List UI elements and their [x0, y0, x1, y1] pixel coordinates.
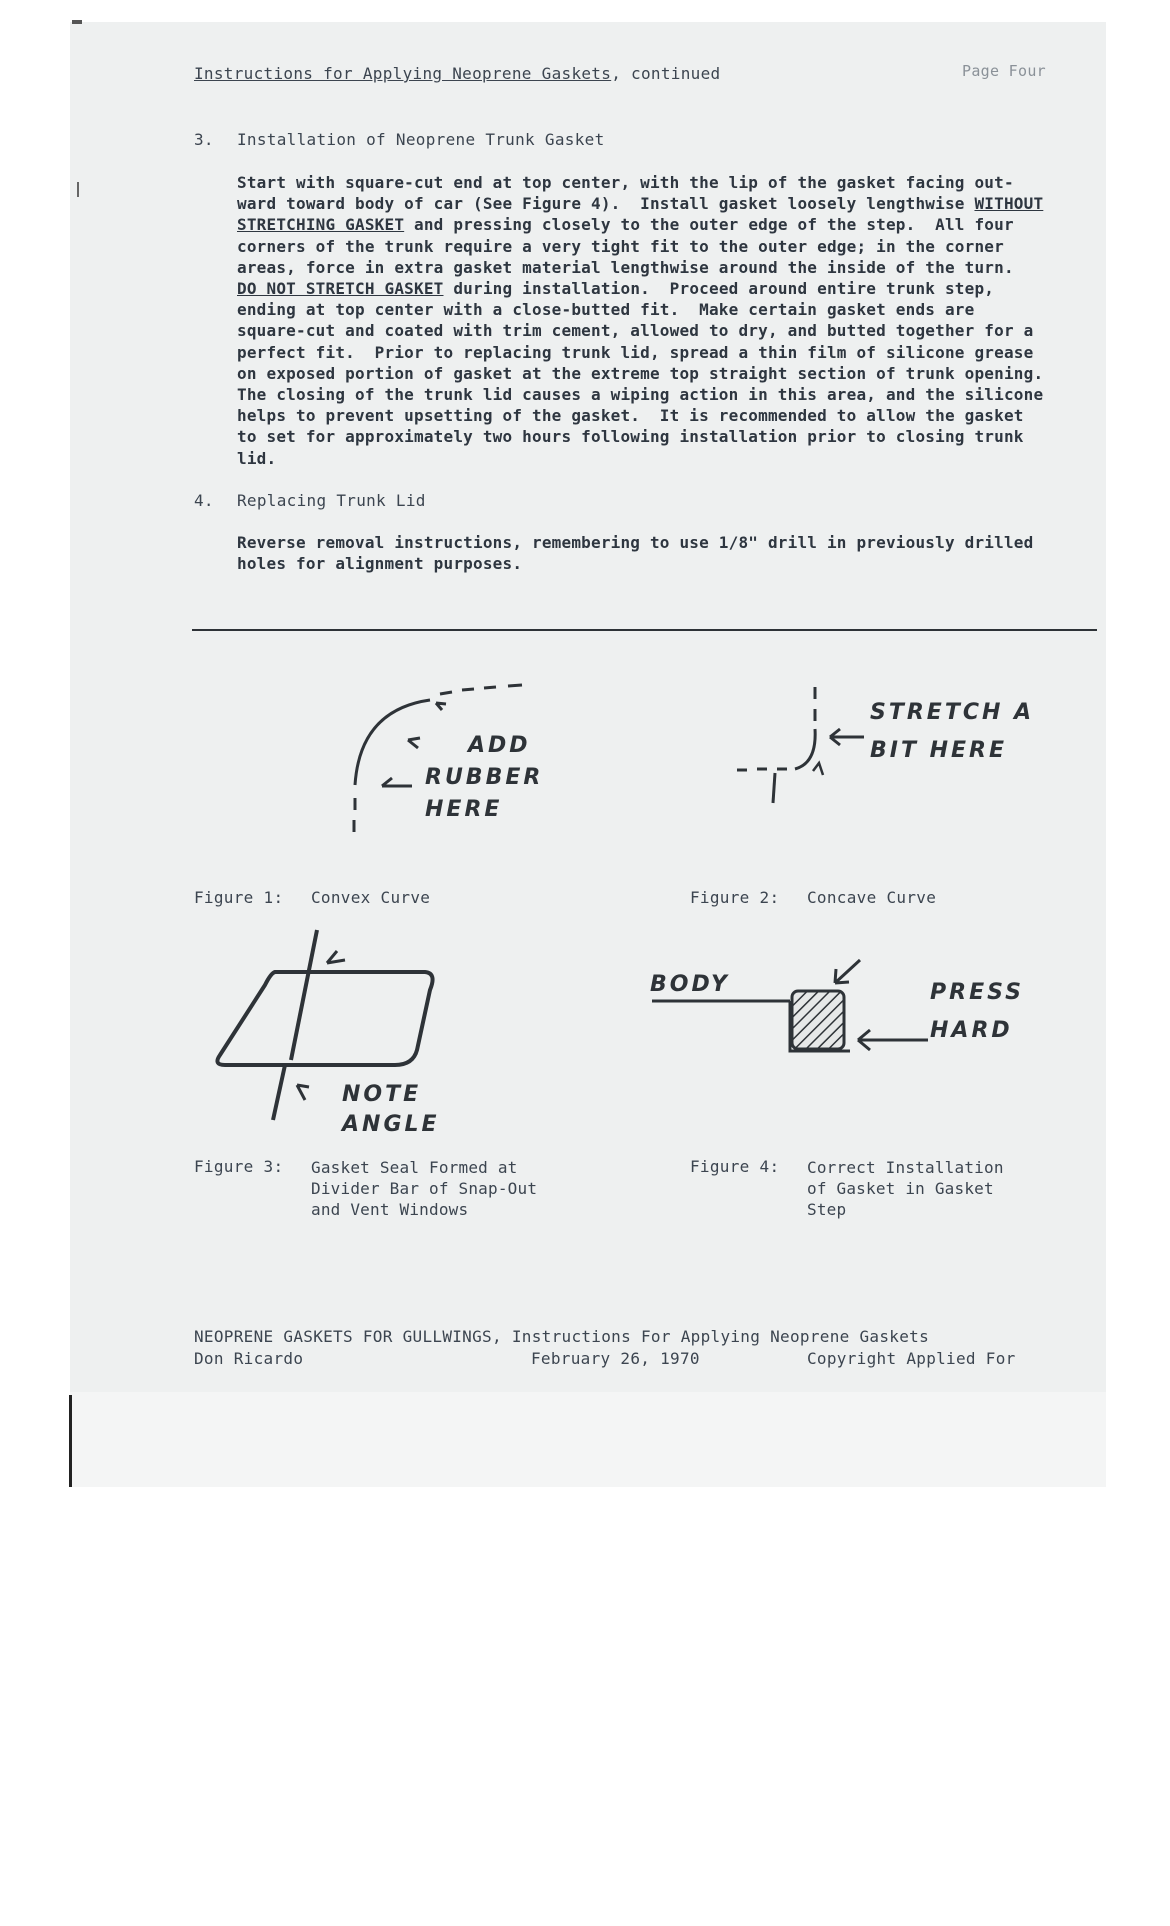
- edge-tick: [77, 182, 79, 197]
- caption-line: Correct Installation: [807, 1158, 1004, 1177]
- body-text: on exposed portion of gasket at the extreme top straight section of trunk opening.: [237, 363, 1044, 383]
- figure4-arrow: [850, 1026, 930, 1056]
- figure3-label: Figure 3:: [194, 1157, 284, 1176]
- section3-number: 3.: [194, 130, 214, 149]
- figure2-caption: Concave Curve: [807, 888, 937, 907]
- section3-line: [237, 236, 1043, 257]
- body-text: during installation. Proceed around entire trunk step,: [443, 279, 995, 299]
- caption-line: Step: [807, 1200, 847, 1220]
- section3-heading: Installation of Neoprene Trunk Gasket: [237, 130, 605, 149]
- footer-copyright: Copyright Applied For: [807, 1349, 1016, 1368]
- page-title-line: [194, 64, 720, 83]
- corner-mark: [72, 20, 82, 24]
- figure2-arrow: [822, 727, 872, 747]
- section4-line: holes for alignment purposes.: [237, 554, 523, 574]
- section3-line: [237, 257, 1043, 278]
- section3-line: [237, 193, 1043, 214]
- scan-edge-bar: [69, 1395, 72, 1487]
- section3-line: [237, 278, 1043, 299]
- body-text: ward toward body of car (See Figure 4). Install gasket loosely lengthwise: [237, 194, 975, 214]
- figure1-annotation-rubber: RUBBER: [425, 765, 544, 790]
- body-text: to set for approximately two hours following installation prior to closing trunk: [237, 427, 1024, 447]
- figure4-annotation-hard: HARD: [930, 1018, 1013, 1043]
- body-text: areas, force in extra gasket material lengthwise around the inside of the turn.: [237, 257, 1014, 277]
- figure2-annotation-bit-here: BIT HERE: [870, 738, 1008, 763]
- figure3-caption: [311, 1157, 537, 1221]
- figure3-annotation-note: NOTE: [342, 1082, 422, 1107]
- body-text: The closing of the trunk lid causes a wiping action in this area, and the silicone: [237, 385, 1044, 405]
- figure3-annotation-angle: ANGLE: [342, 1112, 440, 1137]
- figure1-label: Figure 1:: [194, 888, 284, 907]
- body-text: perfect fit. Prior to replacing trunk lid, spread a thin film of silicone grease: [237, 342, 1034, 362]
- section3-line: [237, 299, 1043, 320]
- figure1-annotation-here: HERE: [425, 797, 503, 822]
- page-number: Page Four: [962, 62, 1046, 80]
- footer-date: February 26, 1970: [531, 1349, 700, 1368]
- figure4-annotation-press: PRESS: [930, 980, 1024, 1005]
- caption-line: Divider Bar of Snap-Out: [311, 1179, 538, 1199]
- figure1-caption: Convex Curve: [311, 888, 431, 907]
- section3-line: [237, 172, 1043, 193]
- section4-line: Reverse removal instructions, remembering to use 1/8" drill in previously drilled: [237, 533, 1034, 552]
- figure1-annotation-add: ADD: [468, 733, 531, 758]
- caption-line: Gasket Seal Formed at: [311, 1158, 518, 1177]
- figure2-label: Figure 2:: [690, 888, 780, 907]
- section3-body: [237, 172, 1043, 469]
- caption-line: and Vent Windows: [311, 1200, 469, 1220]
- page-title: Instructions for Applying Neoprene Gaskets: [194, 64, 612, 83]
- body-text: Start with square-cut end at top center, with the lip of the gasket facing out-: [237, 173, 1014, 192]
- body-text: ending at top center with a close-butted fit. Make certain gasket ends are: [237, 300, 975, 320]
- section3-line: [237, 426, 1043, 447]
- page-title-suffix: , continued: [611, 64, 721, 83]
- underlined-text: DO NOT STRETCH GASKET: [237, 279, 444, 299]
- body-text: square-cut and coated with trim cement, allowed to dry, and butted together for a: [237, 321, 1034, 341]
- section3-line: [237, 405, 1043, 426]
- caption-line: of Gasket in Gasket: [807, 1179, 994, 1199]
- section3-line: [237, 448, 1043, 469]
- section4-number: 4.: [194, 491, 214, 510]
- section3-line: [237, 384, 1043, 405]
- underlined-text: STRETCHING GASKET: [237, 215, 405, 235]
- section3-line: [237, 342, 1043, 363]
- footer-author: Don Ricardo: [194, 1349, 304, 1368]
- section3-line: [237, 363, 1043, 384]
- section3-line: [237, 320, 1043, 341]
- body-text: and pressing closely to the outer edge of the step. All four: [404, 215, 1014, 235]
- figure4-label: Figure 4:: [690, 1157, 780, 1176]
- section4-heading: Replacing Trunk Lid: [237, 491, 426, 510]
- body-text: corners of the trunk require a very tight fit to the outer edge; in the corner: [237, 236, 1004, 256]
- body-text: helps to prevent upsetting of the gasket. It is recommended to allow the gasket: [237, 406, 1024, 426]
- figure4-caption: [807, 1157, 1004, 1221]
- figure4-annotation-body: BODY: [650, 972, 730, 997]
- figure2-drawing: [735, 685, 855, 815]
- body-text: lid.: [237, 448, 277, 468]
- footer-line1: NEOPRENE GASKETS FOR GULLWINGS, Instructions For Applying Neoprene Gaskets: [194, 1327, 930, 1346]
- section4-body: [237, 532, 1033, 574]
- section3-line: [237, 214, 1043, 235]
- figure2-annotation-stretch: STRETCH A: [870, 700, 1035, 725]
- underlined-text: WITHOUT: [974, 194, 1044, 214]
- sheet-lower-strip: [70, 1392, 1106, 1487]
- section-divider: [192, 629, 1097, 631]
